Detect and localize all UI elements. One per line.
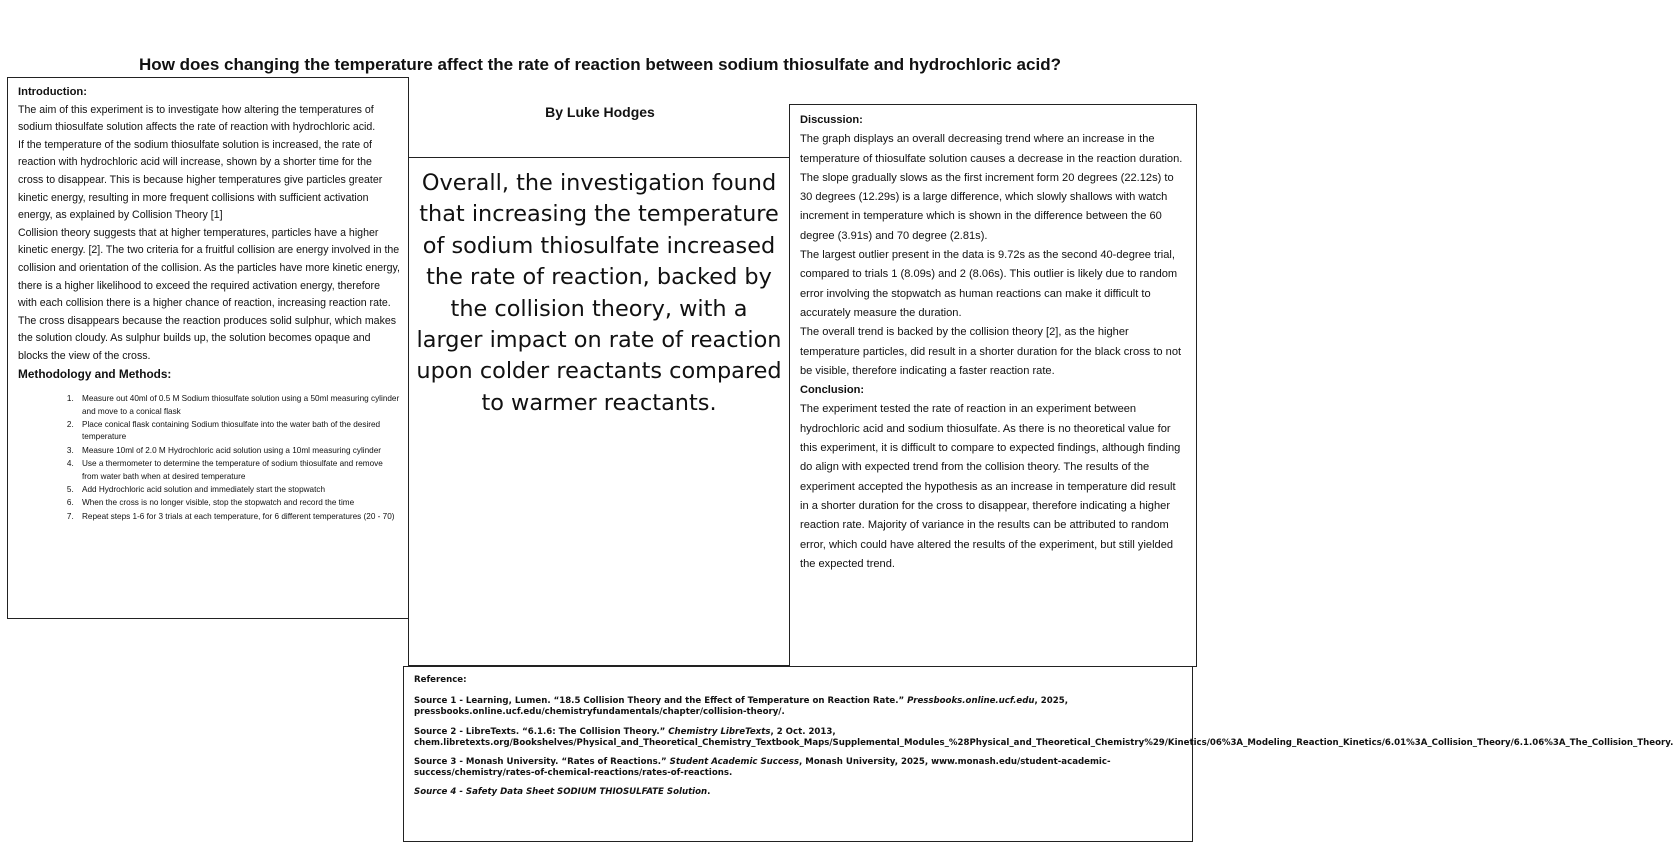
- discussion-paragraph: The largest outlier present in the data is 9.72s as the second 40-degree trial, compared to trials 1 (8.09s) and 2 (8.06s). This outlier is likely due to random error involving the stopwatch as human reactions can make it difficult to accurately measure the duration.: [800, 249, 1178, 319]
- reference-entry: [414, 757, 1182, 779]
- reference-prefix: Source 3 - Monash University. “Rates of Reactions.”: [414, 757, 670, 768]
- poster-title: How does changing the temperature affect the rate of reaction between sodium thiosulfate and hydrochloric acid?: [139, 55, 1061, 74]
- references-panel: [403, 666, 1673, 842]
- summary-panel: [408, 157, 790, 666]
- discussion-paragraph: The graph displays an overall decreasing trend where an increase in the temperature of thiosulfate solution causes a decrease in the reaction duration. The slope gradually slows as the first increment form 20 degrees (22.12s) to 30 degrees (12.29s) is a large difference, which slowly shallows with watch increment in temperature which is shown in the difference between the 60 degree (3.91s) and 70 degree (2.81s).: [800, 133, 1183, 242]
- conclusion-text: The experiment tested the rate of reaction in an experiment between hydrochloric acid and sodium thiosulfate. As there is no theoretical value for this experiment, it is difficult to compare to expected findings, although finding do align with expected trend from the collision theory. The results of the experiment accepted the hypothesis as an increase in temperature did result in a shorter duration for the cross to disappear, therefore indicating a higher reaction rate. Majority of variance in the results can be attributed to random error, which could have altered the results of the experiment, but still yielded the expected trend.: [800, 403, 1181, 570]
- reference-suffix: , Monash University, 2025, www.monash.edu/student-academic-success/chemistry/rates-of-chemical-reactions/rates-of-reactions.: [414, 757, 1111, 779]
- reference-suffix: .: [707, 787, 711, 798]
- reference-prefix: Source 2 - LibreTexts. “6.1.6: The Collision Theory.”: [414, 726, 669, 737]
- reference-entry: [414, 787, 1182, 798]
- summary-text: Overall, the investigation found that increasing the temperature of sodium thiosulfate increased the rate of reaction, backed by the collision theory, with a larger impact on rate of reaction upon colder reactants compared to warmer reactants.: [416, 170, 782, 416]
- reference-publication: Pressbooks.online.ucf.edu: [907, 696, 1035, 707]
- reference-suffix: , 2025, pressbooks.online.ucf.edu/chemistryfundamentals/chapter/collision-theory/.: [414, 696, 1068, 718]
- reference-publication: Source 4 - Safety Data Sheet SODIUM THIOSULFATE Solution: [414, 787, 708, 798]
- method-step: 2. Place conical flask containing Sodium thiosulfate into the water bath of the desired temperature: [76, 419, 400, 444]
- reference-prefix: Source 1 - Learning, Lumen. “18.5 Collision Theory and the Effect of Temperature on Reaction Rate.”: [414, 696, 908, 707]
- references-heading: Reference:: [414, 675, 467, 685]
- reference-entry: [414, 696, 1182, 718]
- reference-publication: Student Academic Success: [669, 757, 800, 768]
- introduction-paragraph: If the temperature of the sodium thiosulfate solution is increased, the rate of reaction with hydrochloric acid will increase, shown by a shorter time for the cross to disappear. This is because higher temperatures give particles greater kinetic energy, resulting in more frequent collisions with sufficient activation energy, as explained by Collision Theory [1]: [18, 138, 383, 222]
- author-byline: By Luke Hodges: [545, 104, 655, 120]
- introduction-paragraph: The aim of this experiment is to investigate how altering the temperatures of sodium thiosulfate solution affects the rate of reaction with hydrochloric acid.: [18, 103, 376, 134]
- discussion-paragraph: The overall trend is backed by the collision theory [2], as the higher temperature particles, did result in a shorter duration for the black cross to not be visible, therefore indicating a faster reaction rate.: [800, 326, 1182, 377]
- reference-suffix: , 2 Oct. 2013, chem.libretexts.org/Bookshelves/Physical_and_Theoretical_Chemistry_Textbook_Maps/Supplemental_Modules_%28Physical_and_Theoretical_Chemistry%29/Kinetics/06%3A_Modeling_Reaction_Kinetics/6.01%3A_Collision_Theory/6.1.06%3A_The_Collision_Theory.: [414, 726, 1673, 748]
- methods-steps-list: [18, 393, 400, 523]
- discussion-panel: [789, 104, 1197, 667]
- introduction-paragraph: Collision theory suggests that at higher temperatures, particles have a higher kinetic energy. [2]. The two criteria for a fruitful collision are energy involved in the collision and orientation of the collision. As the particles have more kinetic energy, there is a higher likelihood to exceed the required activation energy, therefore with each collision there is a higher chance of reaction, increasing reaction rate. The cross disappears because the reaction produces solid sulphur, which makes the solution cloudy. As sulphur builds up, the solution becomes opaque and blocks the view of the cross.: [18, 226, 400, 362]
- introduction-panel: [7, 77, 409, 619]
- method-step: 6. When the cross is no longer visible, stop the stopwatch and record the time: [76, 497, 400, 509]
- conclusion-heading: Conclusion:: [800, 384, 865, 397]
- reference-entry: [414, 726, 1673, 749]
- introduction-heading: Introduction:: [18, 86, 87, 98]
- method-step: 1. Measure out 40ml of 0.5 M Sodium thiosulfate solution using a 50ml measuring cylinder and move to a conical flask: [76, 393, 400, 418]
- reference-publication: Chemistry LibreTexts: [668, 726, 771, 737]
- method-step: 7. Repeat steps 1-6 for 3 trials at each temperature, for 6 different temperatures (20 - 70): [76, 511, 400, 523]
- method-step: 3. Measure 10ml of 2.0 M Hydrochloric acid solution using a 10ml measuring cylinder: [76, 445, 400, 457]
- discussion-heading: Discussion:: [800, 114, 863, 126]
- method-step: 5. Add Hydrochloric acid solution and immediately start the stopwatch: [76, 484, 400, 496]
- method-step: 4. Use a thermometer to determine the temperature of sodium thiosulfate and remove from water bath when at desired temperature: [76, 458, 400, 483]
- methods-heading: Methodology and Methods:: [18, 366, 172, 381]
